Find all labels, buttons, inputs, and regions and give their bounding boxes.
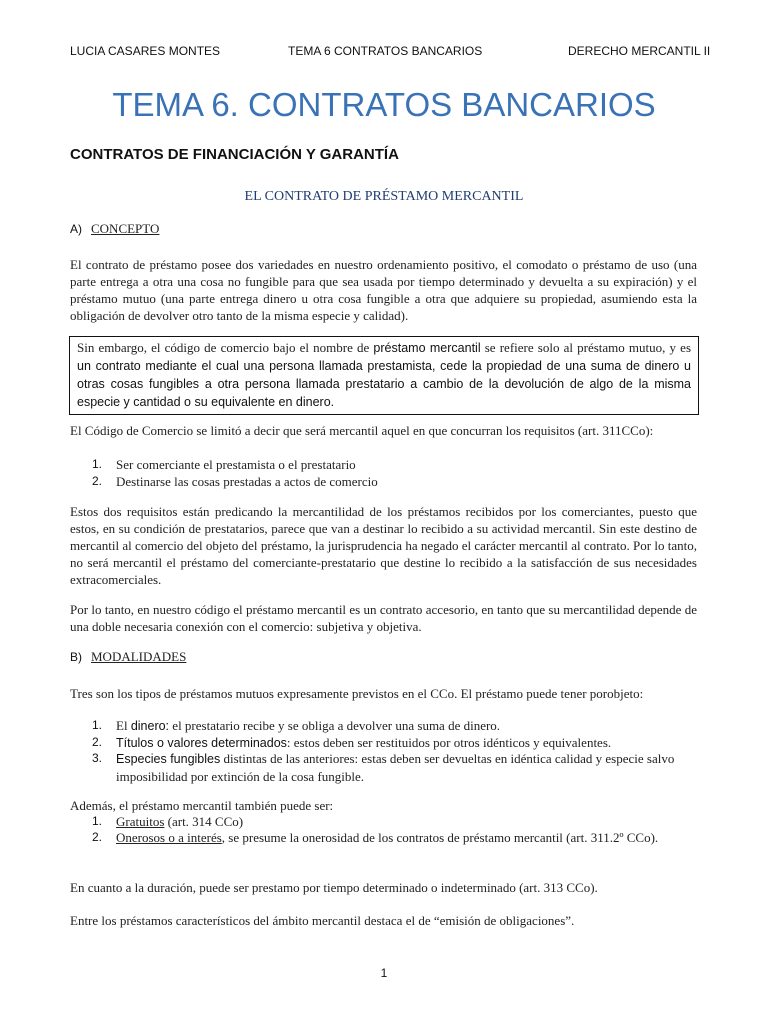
box-bold-2: un contrato mediante el cual una persona llamada prestamista, cede la propiedad de una suma de dinero u otras cosas fungibles a otra persona llamada prestatario a cambio de la devolución de algo de la misma especie y cantidad o su equivalente en dinero. — [77, 359, 691, 409]
list-text: Destinarse las cosas prestadas a actos de comercio — [116, 474, 378, 489]
box-bold-1: préstamo mercantil — [373, 341, 481, 355]
header-author: LUCIA CASARES MONTES — [70, 44, 221, 58]
list-text-bold: dinero: — [130, 719, 170, 733]
list-text-pre: El — [116, 718, 131, 733]
duracion-paragraph: En cuanto a la duración, puede ser prestamo por tiempo determinado o indeterminado (art. 313 CCo). — [70, 880, 598, 895]
list-item — [92, 829, 697, 846]
list-number: 2. — [92, 830, 103, 844]
concepto-intro-paragraph: El contrato de préstamo posee dos variedades en nuestro ordenamiento positivo, el comodato o préstamo de uso (una parte entrega a otra una cosa no fungible para que sea usada por tiempo determinado y devuelta a su expiración) y el préstamo mutuo (una parte entrega dinero u otra cosa fungible a otra que adquiere su propiedad, asumiendo esta la obligación de devolver otro tanto de la misma especie y calidad). — [70, 257, 697, 323]
list-text — [116, 829, 697, 846]
list-text-bold: Especies fungibles — [116, 752, 221, 766]
ademas-paragraph: Además, el préstamo mercantil también puede ser: — [70, 798, 334, 813]
box-text-2: se refiere solo al préstamo mutuo, y es — [480, 340, 691, 355]
list-text-rest: (art. 314 CCo) — [164, 814, 244, 829]
list-text-rest: el prestatario recibe y se obliga a devolver una suma de dinero. — [169, 718, 501, 733]
page-title: TEMA 6. CONTRATOS BANCARIOS — [112, 86, 656, 123]
subtitle: CONTRATOS DE FINANCIACIÓN Y GARANTÍA — [70, 146, 399, 163]
list-text — [116, 813, 697, 830]
list-item — [92, 813, 697, 830]
list-text — [116, 750, 697, 785]
list-number: 3. — [92, 751, 103, 765]
concepto-letter: A) — [70, 222, 82, 236]
emision-paragraph: Entre los préstamos característicos del ámbito mercantil destaca el de “emisión de obligaciones”. — [70, 913, 575, 928]
list-item — [92, 750, 697, 785]
list-item — [92, 473, 697, 490]
modalidades-letter: B) — [70, 650, 82, 664]
list-text-underlined: Gratuitos — [116, 814, 165, 829]
section-heading: EL CONTRATO DE PRÉSTAMO MERCANTIL — [244, 189, 524, 204]
list-text-rest: , se presume la onerosidad de los contratos de préstamo mercantil (art. 311.2º CCo). — [221, 830, 659, 845]
list-number: 1. — [92, 457, 103, 471]
modalidades-intro: Tres son los tipos de préstamos mutuos expresamente previstos en el CCo. El préstamo puede tener porobjeto: — [70, 686, 644, 701]
list-number: 1. — [92, 814, 103, 828]
concepto-label: CONCEPTO — [91, 221, 160, 236]
list-number: 1. — [92, 718, 103, 732]
list-number: 2. — [92, 735, 103, 749]
list-text: Ser comerciante el prestamista o el prestatario — [116, 457, 356, 472]
box-text-1: Sin embargo, el código de comercio bajo el nombre de — [77, 340, 374, 355]
requisitos-intro: El Código de Comercio se limitó a decir que será mercantil aquel en que concurran los requisitos (art. 311CCo): — [70, 423, 654, 438]
list-item — [92, 717, 697, 735]
modalidades-heading — [70, 649, 186, 665]
list-text — [116, 717, 697, 735]
header-subject: DERECHO MERCANTIL II — [568, 44, 711, 58]
header-topic: TEMA 6 CONTRATOS BANCARIOS — [288, 44, 483, 58]
concepto-heading — [70, 221, 159, 237]
accesorio-paragraph: Por lo tanto, en nuestro código el préstamo mercantil es un contrato accesorio, en tanto que su mercantilidad depende de una doble necesaria conexión con el comercio: subjetiva y objetiva. — [70, 602, 697, 634]
list-text-bold: Títulos o valores determinados — [116, 736, 287, 750]
list-text-rest: : estos deben ser restituidos por otros idénticos y equivalentes. — [286, 735, 612, 750]
list-text-rest: distintas de las anteriores: estas deben ser devueltas en idéntica calidad y especie salvo imposibilidad por extinción de la cosa fungible. — [116, 751, 675, 784]
list-number: 2. — [92, 474, 103, 488]
list-item — [92, 456, 697, 473]
list-text-underlined: Onerosos o a interés — [116, 830, 222, 845]
definition-box — [69, 336, 699, 415]
page-number: 1 — [380, 966, 388, 980]
mercantilidad-paragraph: Estos dos requisitos están predicando la mercantilidad de los préstamos recibidos por los comerciantes, puesto que estos, en su condición de prestatarios, parece que van a destinar lo recibido a su actividad mercantil. Sin este destino de mercantil al comercio del objeto del préstamo, la jurisprudencia ha negado el carácter mercantil al contrato. Por lo tanto, no será mercantil el préstamo del comerciante-prestatario que destine lo recibido a la satisfacción de sus necesidades extracomerciales. — [70, 504, 697, 587]
modalidades-label: MODALIDADES — [91, 649, 187, 664]
